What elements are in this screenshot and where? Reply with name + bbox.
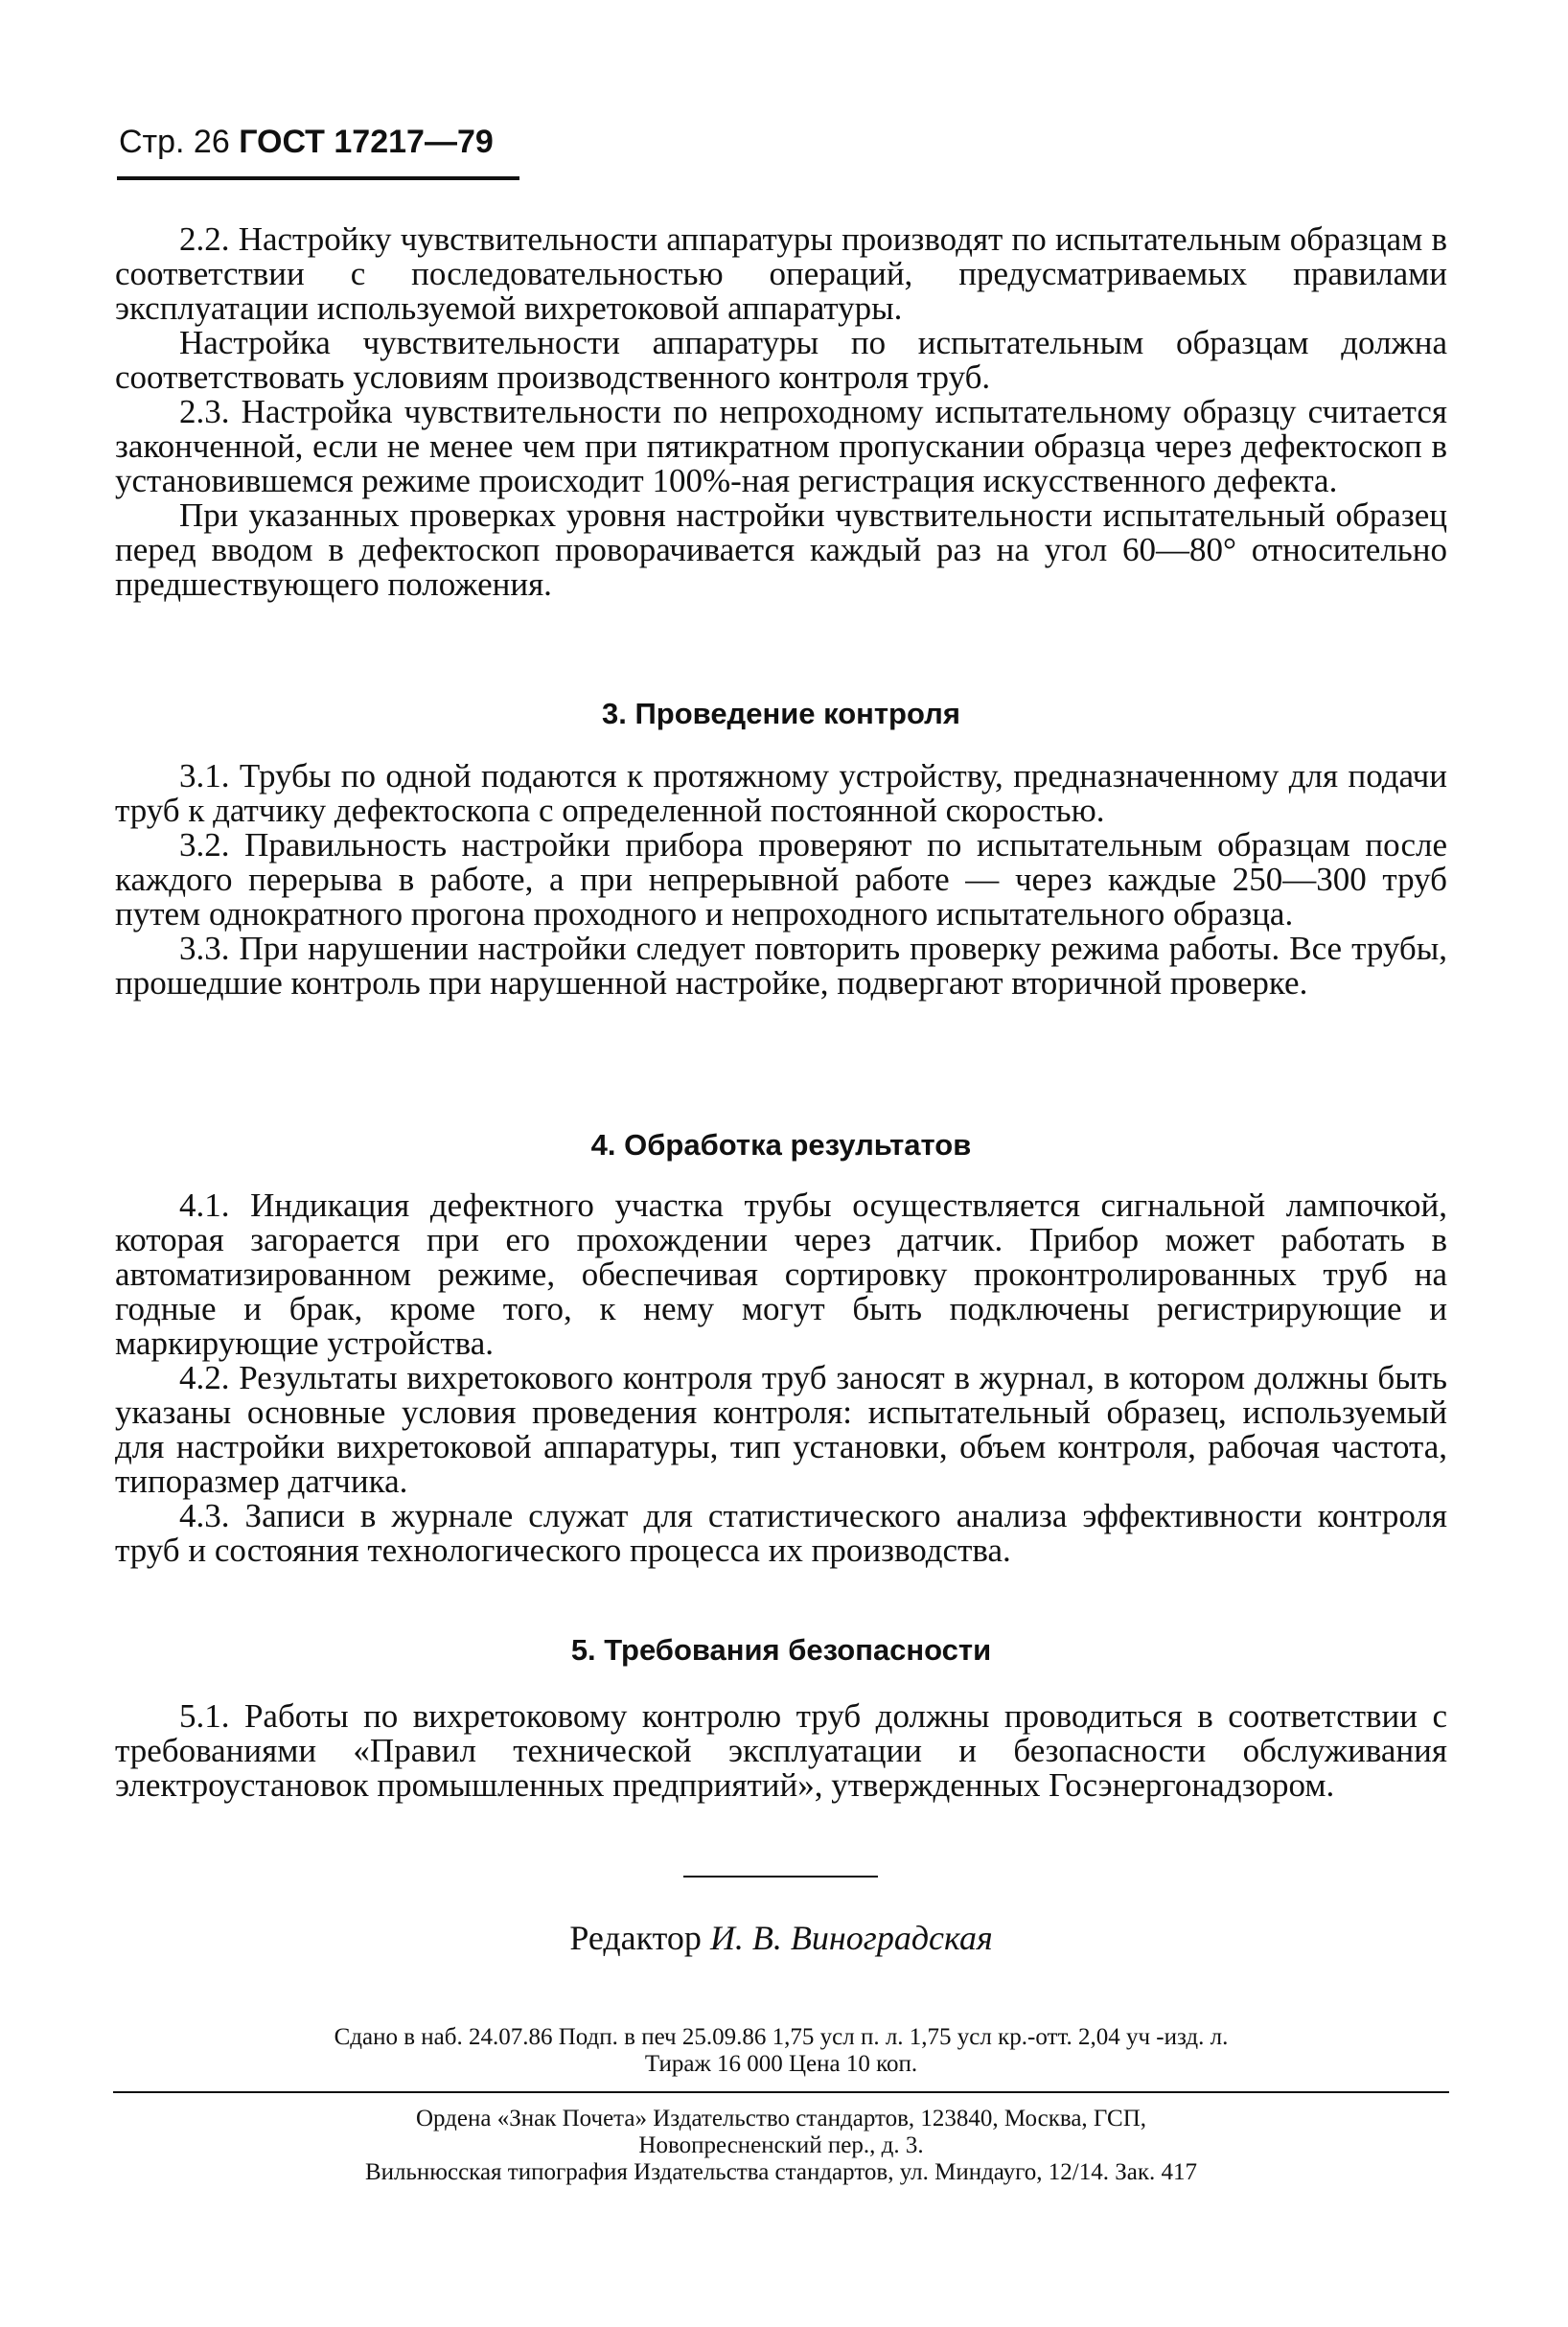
publisher-line-2: Новопресненский пер., д. 3. <box>638 2132 924 2158</box>
paragraph-3-3: 3.3. При нарушении настройки следует повторить проверку режима работы. Все трубы, прошедшие контроль при нарушенной настройке, подвергают вторичной проверке. <box>115 930 1447 1002</box>
printer-line: Вильнюсская типография Издательства стандартов, ул. Миндауго, 12/14. Зак. 417 <box>365 2159 1197 2185</box>
paragraph-4-1: 4.1. Индикация дефектного участка трубы осуществляется сигнальной лампочкой, которая загорается при его прохождении через датчик. Прибор может работать в автоматизированном режиме, обеспечивая сортировку проконтролированных труб на годные и брак, кроме того, к нему могут быть подключены регистрирующие и маркирующие устройства. <box>115 1187 1447 1362</box>
paragraph-4-2: 4.2. Результаты вихретокового контроля труб заносят в журнал, в котором должны быть указаны основные условия проведения контроля: испытательный образец, используемый для настройки вихретоковой аппаратуры, тип установки, объем контроля, рабочая частота, типоразмер датчика. <box>115 1359 1447 1500</box>
editor-label: Редактор <box>569 1919 702 1957</box>
paragraph-3-1: 3.1. Трубы по одной подаются к протяжному устройству, предназначенному для подачи труб к датчику дефектоскопа с определенной постоянной скоростью. <box>115 757 1447 829</box>
paragraph-2-2: 2.2. Настройку чувствительности аппаратуры производят по испытательным образцам в соответствии с последовательностью операций, предусматриваемых правилами эксплуатации используемой вихретоковой аппаратуры. <box>115 220 1447 327</box>
imprint-dates: Сдано в наб. 24.07.86 Подп. в печ 25.09.86 1,75 усл п. л. 1,75 усл кр.-отт. 2,04 уч -изд. л. <box>334 2024 1229 2050</box>
standard-number: ГОСТ 17217—79 <box>239 124 494 160</box>
paragraph-3-2: 3.2. Правильность настройки прибора проверяют по испытательным образцам после каждого перерыва в работе, а при непрерывной работе — через каждые 250—300 труб путем однократного прогона проходного и непроходного испытательного образца. <box>115 826 1447 933</box>
paragraph-2-3: 2.3. Настройка чувствительности по непроходному испытательному образцу считается законченной, если не менее чем при пятикратном пропускании образца через дефектоскоп в установившемся режиме происходит 100%-ная регистрация искусственного дефекта. <box>115 393 1447 499</box>
paragraph-2-2-continued: Настройка чувствительности аппаратуры по испытательным образцам должна соответствовать условиям производственного контроля труб. <box>115 324 1447 396</box>
paragraph-5-1: 5.1. Работы по вихретоковому контролю труб должны проводиться в соответствии с требованиями «Правил технической эксплуатации и безопасности обслуживания электроустановок промышленных предприятий», утвержденных Госэнергонадзором. <box>115 1697 1447 1804</box>
paragraph-2-3-continued: При указанных проверках уровня настройки чувствительности испытательный образец перед вводом в дефектоскоп проворачивается каждый раз на угол 60—80° относительно предшествующего положения. <box>115 496 1447 603</box>
editor-line <box>115 1917 1447 1959</box>
header-rule <box>117 176 519 180</box>
publisher-line-1: Ордена «Знак Почета» Издательство стандартов, 123840, Москва, ГСП, <box>415 2106 1147 2131</box>
page-number: Стр. 26 <box>119 124 230 160</box>
section-5-title: 5. Требования безопасности <box>570 1633 992 1667</box>
end-of-text-rule <box>683 1876 878 1878</box>
editor-name: И. В. Виноградская <box>709 1919 993 1957</box>
page-header <box>119 123 494 161</box>
imprint-rule <box>113 2091 1449 2093</box>
section-2-continuation <box>115 222 1447 602</box>
section-3-body <box>115 759 1447 1001</box>
section-4-title: 4. Обработка результатов <box>590 1128 972 1162</box>
paragraph-4-3: 4.3. Записи в журнале служат для статистического анализа эффективности контроля труб и состояния технологического процесса их производства. <box>115 1497 1447 1569</box>
imprint-circulation: Тираж 16 000 Цена 10 коп. <box>644 2051 918 2077</box>
section-3-title: 3. Проведение контроля <box>602 697 960 730</box>
section-5-body <box>115 1699 1447 1803</box>
section-4-body <box>115 1188 1447 1568</box>
